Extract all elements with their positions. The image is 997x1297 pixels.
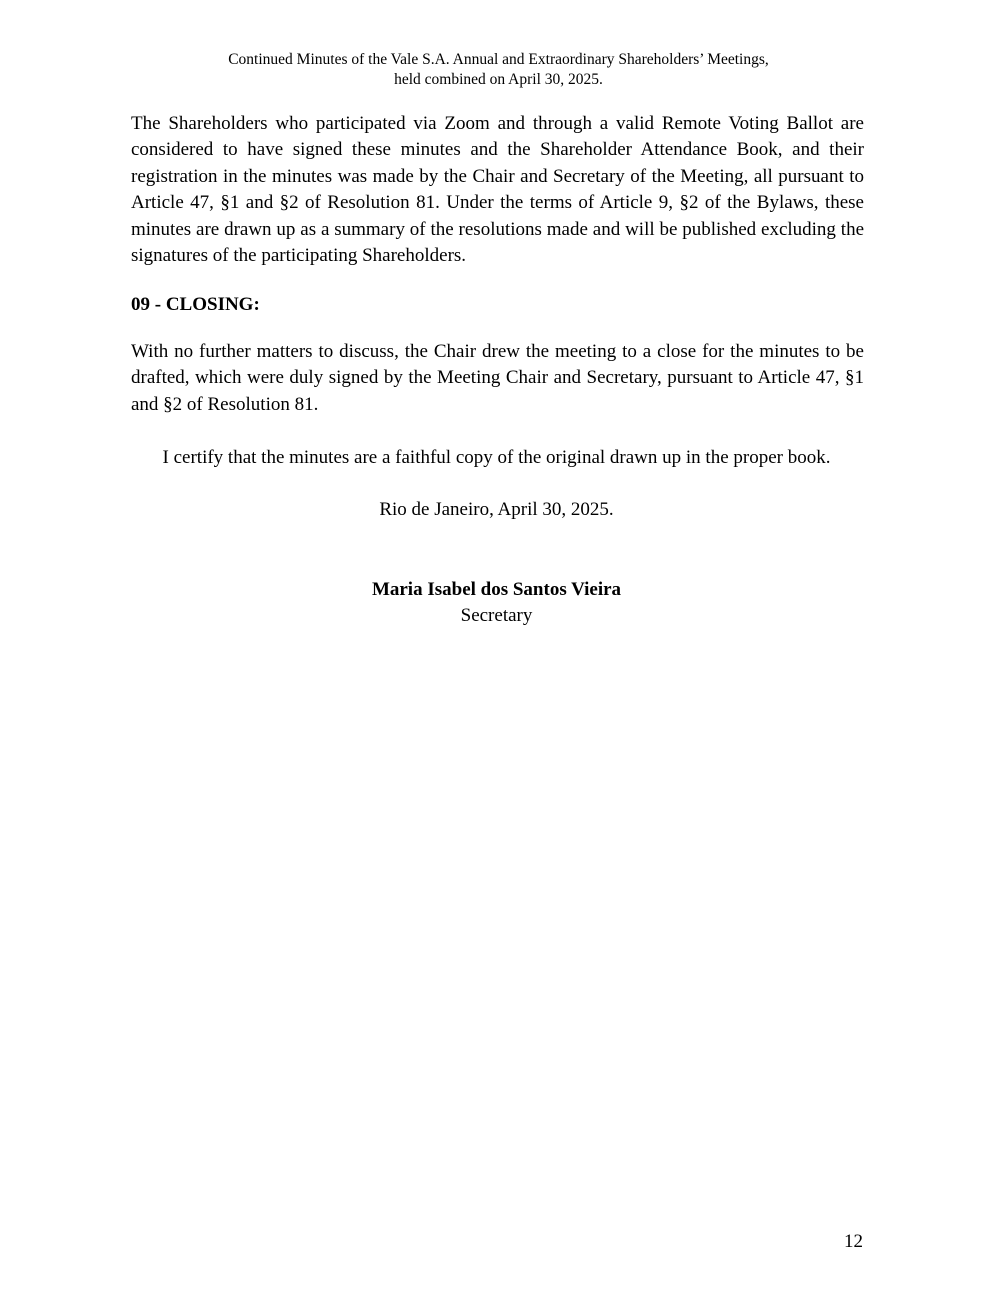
attendance-paragraph: The Shareholders who participated via Zoom and through a valid Remote Voting Ballot are considered to have signed these minutes and the Shareholder Attendance Book, and their registration in the minutes was made by the Chair and Secretary of the Meeting, all pursuant to Article 47, §1 and §2 of Resolution 81. Under the terms of Article 9, §2 of the Bylaws, these minutes are drawn up as a summary of the resolutions made and will be published excluding the signatures of the participating Shareholders. [131,113,864,267]
place-and-date: Rio de Janeiro, April 30, 2025. [379,499,614,520]
page-number: 12 [844,1231,863,1252]
certification-statement: I certify that the minutes are a faithful copy of the original drawn up in the proper book. [162,447,831,468]
signatory-name: Maria Isabel dos Santos Vieira [371,579,622,600]
closing-paragraph: With no further matters to discuss, the Chair drew the meeting to a close for the minutes to be drafted, which were duly signed by the Meeting Chair and Secretary, pursuant to Article 47, §1 and §2 of Resolution 81. [131,341,864,415]
page-header [0,50,997,90]
signatory-title: Secretary [460,605,533,626]
header-line-1: Continued Minutes of the Vale S.A. Annual and Extraordinary Shareholders’ Meetings, [228,51,769,68]
header-line-2: held combined on April 30, 2025. [394,71,603,88]
section-heading-closing: 09 - CLOSING: [131,294,260,315]
